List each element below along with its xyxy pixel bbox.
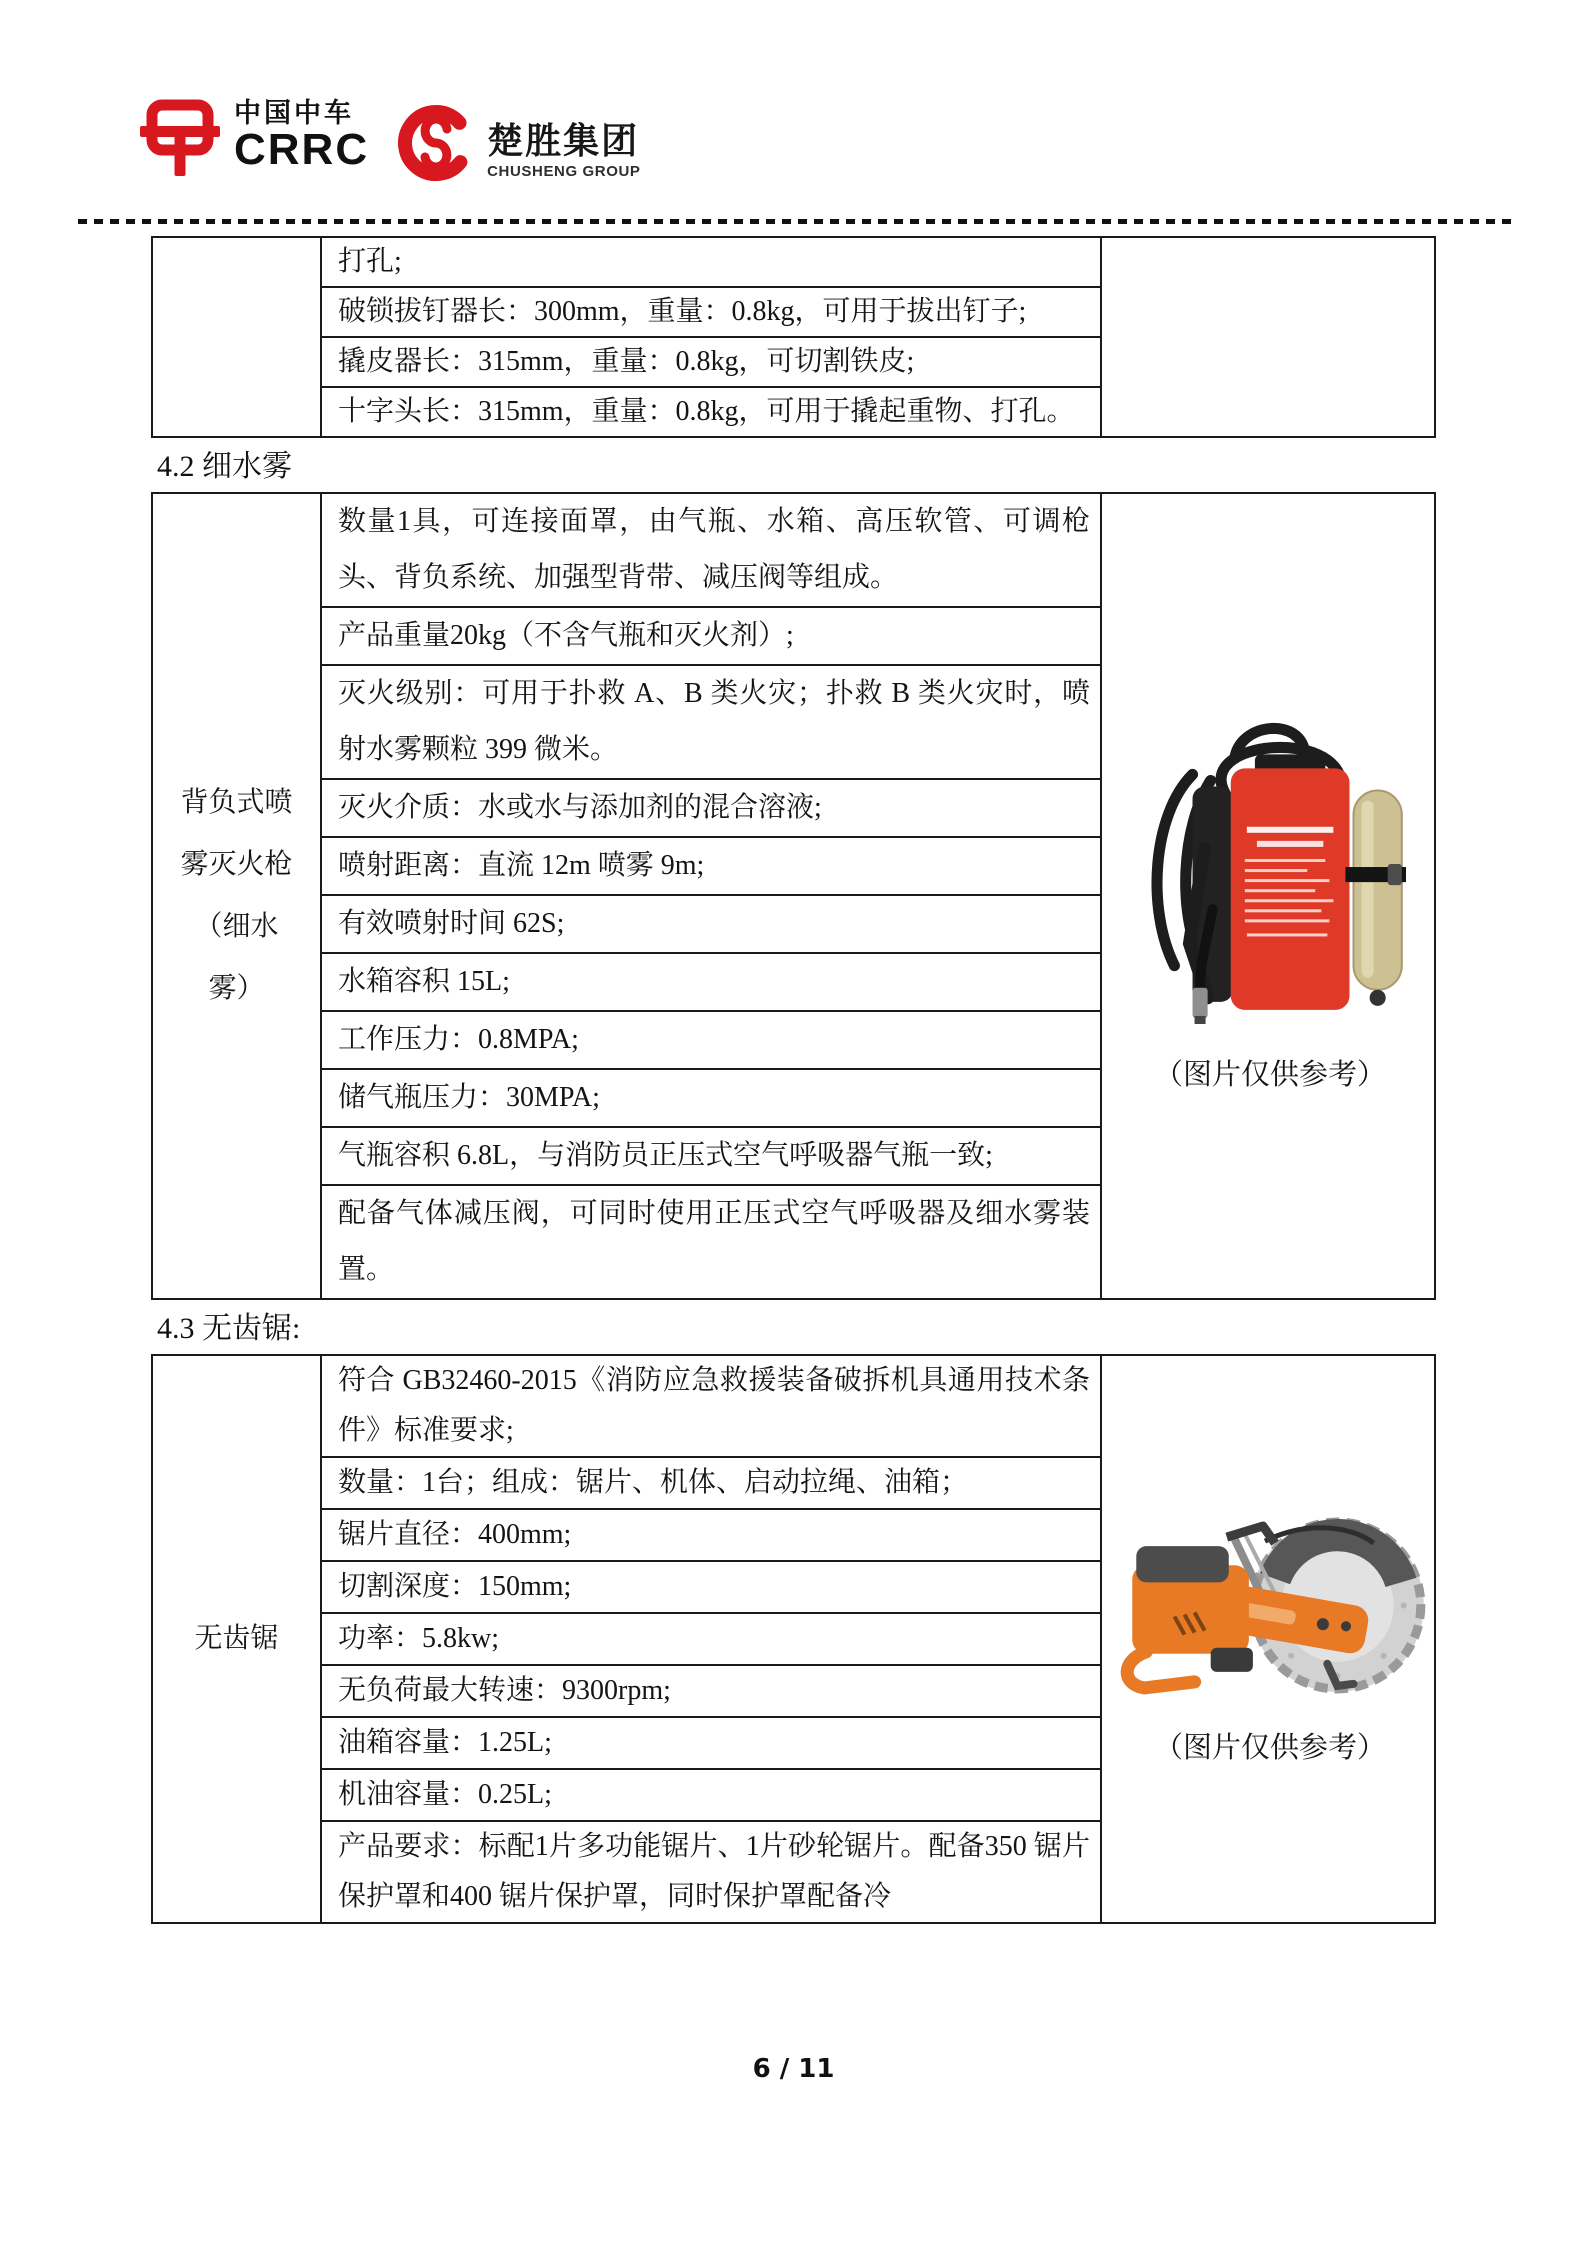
crrc-latin-name: CRRC [234, 125, 370, 174]
crrc-wordmark [234, 98, 369, 172]
spec-row: 切割深度：150mm; [320, 1562, 1102, 1614]
row-label-line: 雾灭火枪 [180, 849, 293, 880]
spec-row: 储气瓶压力：30MPA; [320, 1070, 1102, 1128]
spec-row: 符合 GB32460-2015《消防应急救援装备破拆机具通用技术条件》标准要求; [320, 1356, 1102, 1458]
spec-row: 喷射距离：直流 12m 喷雾 9m; [320, 838, 1102, 896]
spec-row: 配备气体减压阀，可同时使用正压式空气呼吸器及细水雾装置。 [320, 1186, 1102, 1298]
spec-row: 数量：1台；组成：锯片、机体、启动拉绳、油箱； [320, 1458, 1102, 1510]
crrc-chinese-name: 中国中车 [234, 98, 354, 128]
spec-row: 灭火级别：可用于扑救 A、B 类火灾；扑救 B 类火灾时，喷射水雾颗粒 399 微米。 [320, 666, 1102, 780]
row-label-line: 雾） [208, 973, 265, 1004]
spec-row: 撬皮器长：315mm，重量：0.8kg，可切割铁皮; [320, 338, 1102, 388]
spec-row: 锯片直径：400mm; [320, 1510, 1102, 1562]
reference-image-cell [1102, 494, 1438, 1298]
crrc-logo-icon [140, 96, 220, 176]
spec-row: 无负荷最大转速：9300rpm; [320, 1666, 1102, 1718]
spec-row: 油箱容量：1.25L; [320, 1718, 1102, 1770]
reference-image-cell [1102, 238, 1438, 436]
spec-row: 产品要求：标配1片多功能锯片、1片砂轮锯片。配备350 锯片保护罩和400 锯片保护罩，同时保护罩配备冷 [320, 1822, 1102, 1922]
dashed-divider [78, 219, 1512, 224]
row-label-line: 无齿锯 [194, 1623, 279, 1654]
chusheng-latin-name: CHUSHENG GROUP [487, 163, 641, 180]
chusheng-wordmark [487, 122, 640, 180]
section-heading: 4.3 无齿锯: [157, 1312, 301, 1345]
section-heading: 4.2 细水雾 [157, 450, 292, 483]
row-label-cell [153, 238, 320, 436]
spec-row: 有效喷射时间 62S; [320, 896, 1102, 954]
spec-row: 十字头长：315mm，重量：0.8kg，可用于撬起重物、打孔。 [320, 388, 1102, 436]
spec-row: 数量1具，可连接面罩，由气瓶、水箱、高压软管、可调枪头、背负系统、加强型背带、减压阀等组成。 [320, 494, 1102, 608]
spec-row: 功率：5.8kw; [320, 1614, 1102, 1666]
image-caption: （图片仅供参考） [1153, 1058, 1386, 1091]
cutoff-saw-photo [1114, 1513, 1426, 1699]
row-label-line: （细水 [194, 911, 279, 942]
row-label-cell [153, 1356, 320, 1922]
spec-row: 打孔; [320, 238, 1102, 288]
chusheng-logo-icon [395, 98, 477, 186]
row-label-line: 背负式喷 [180, 787, 293, 818]
spec-table [151, 1354, 1436, 1924]
row-label-cell [153, 494, 320, 1298]
spec-row: 工作压力：0.8MPA; [320, 1012, 1102, 1070]
backpack-extinguisher-photo [1134, 700, 1406, 1026]
spec-table [151, 236, 1436, 438]
page-number: 6 / 11 [752, 2054, 835, 2084]
spec-tables-area [151, 236, 1436, 1924]
spec-row: 机油容量：0.25L; [320, 1770, 1102, 1822]
chusheng-chinese-name: 楚胜集团 [487, 120, 640, 161]
spec-row: 灭火介质：水或水与添加剂的混合溶液; [320, 780, 1102, 838]
page-header [0, 96, 641, 186]
spec-table [151, 492, 1436, 1300]
image-caption: （图片仅供参考） [1153, 1731, 1386, 1764]
spec-row: 破锁拔钉器长：300mm，重量：0.8kg，可用于拔出钉子; [320, 288, 1102, 338]
reference-image-cell [1102, 1356, 1438, 1922]
spec-row: 水箱容积 15L; [320, 954, 1102, 1012]
spec-row: 产品重量20kg（不含气瓶和灭火剂）; [320, 608, 1102, 666]
spec-row: 气瓶容积 6.8L，与消防员正压式空气呼吸器气瓶一致; [320, 1128, 1102, 1186]
